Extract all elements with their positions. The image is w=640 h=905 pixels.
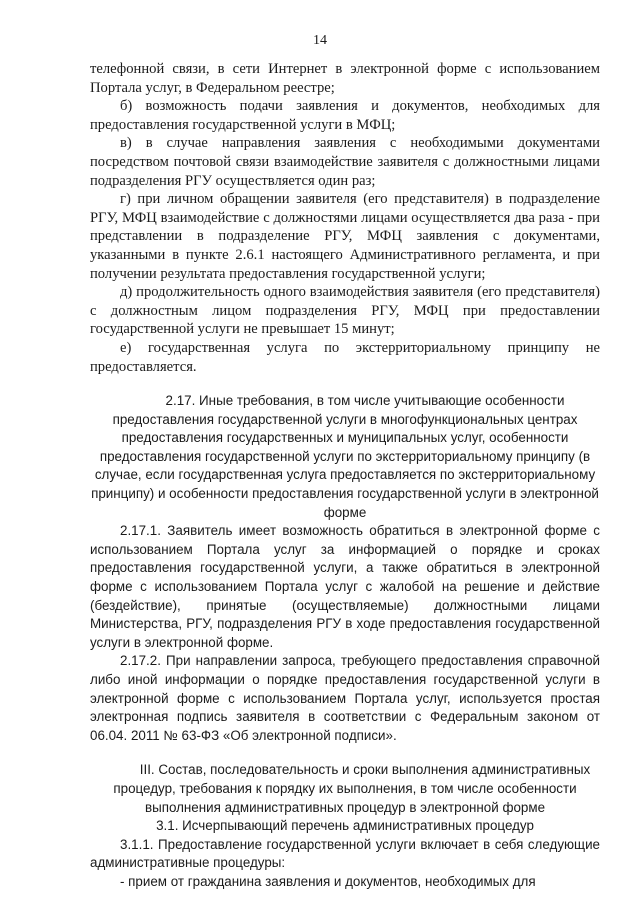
paragraph-item-d: д) продолжительность одного взаимодействия заявителя (его представителя) с должностным лицом подразделения РГУ, МФЦ при предоставлении государственной услуги не превышает 15 минут; [90,284,600,338]
document-body [90,60,600,892]
paragraph-item-b: б) возможность подачи заявления и документов, необходимых для предоставления государственной услуги в МФЦ; [90,98,600,133]
paragraph-3-1-1: 3.1.1. Предоставление государственной услуги включает в себя следующие административные процедуры: [90,836,600,871]
paragraph-2-17-2: 2.17.2. При направлении запроса, требующего предоставления справочной либо иной информации о порядке предоставления государственной услуги в электронной форме с использованием Портала услуг, используется простая электронная подпись заявителя в соответствии с Федеральным законом от 06.04. 2011 № 63-ФЗ «Об электронной подписи». [90,653,600,743]
list-item: - прием от гражданина заявления и документов, необходимых для [120,873,536,889]
paragraph-2-17-1: 2.17.1. Заявитель имеет возможность обратиться в электронной форме с использованием Портала услуг за информацией о порядке и сроках предоставления государственной услуги, а также обратиться в электронной форме с использованием Портала услуг с жалобой на решение и действие (бездействие), принятые (осуществляемые) должностными лицами Министерства, РГУ, подразделения РГУ в ходе предоставления государственной услуги в электронной форме. [90,523,600,650]
section-III-heading: III. Состав, последовательность и сроки выполнения административных процедур, требования к порядку их выполнения, в том числе особенности выполнения административных процедур в электронной форме [113,762,591,815]
page-number: 14 [313,33,327,48]
section-2-17-heading: 2.17. Иные требования, в том числе учитывающие особенности предоставления государственной услуги в многофункциональных центрах предоставления государственных и муниципальных услуг, особенности предоставления государственной услуги по экстерриториальному принципу (в случае, если государственная услуга предоставляется по экстерриториальному принципу) и особенности предоставления государственной услуги в электронной форме [91,393,599,520]
paragraph-continuation: телефонной связи, в сети Интернет в электронной форме с использованием Портала услуг, в Федеральном реестре; [90,61,600,96]
section-3-1-heading: 3.1. Исчерпывающий перечень административных процедур [156,818,534,834]
paragraph-item-g: г) при личном обращении заявителя (его представителя) в подразделение РГУ, МФЦ взаимодействие с должностями лицами осуществляется два раза - при представлении в подразделение РГУ, МФЦ заявления с документами, указанными в пункте 2.6.1 настоящего Административного регламента, и при получении результата предоставления государственной услуги; [90,191,600,282]
paragraph-item-v: в) в случае направления заявления с необходимыми документами посредством почтовой связи взаимодействие заявителя с должностными лицами подразделения РГУ осуществляется один раз; [90,135,600,189]
paragraph-item-e: е) государственная услуга по экстерриториальному принципу не предоставляется. [90,339,600,375]
